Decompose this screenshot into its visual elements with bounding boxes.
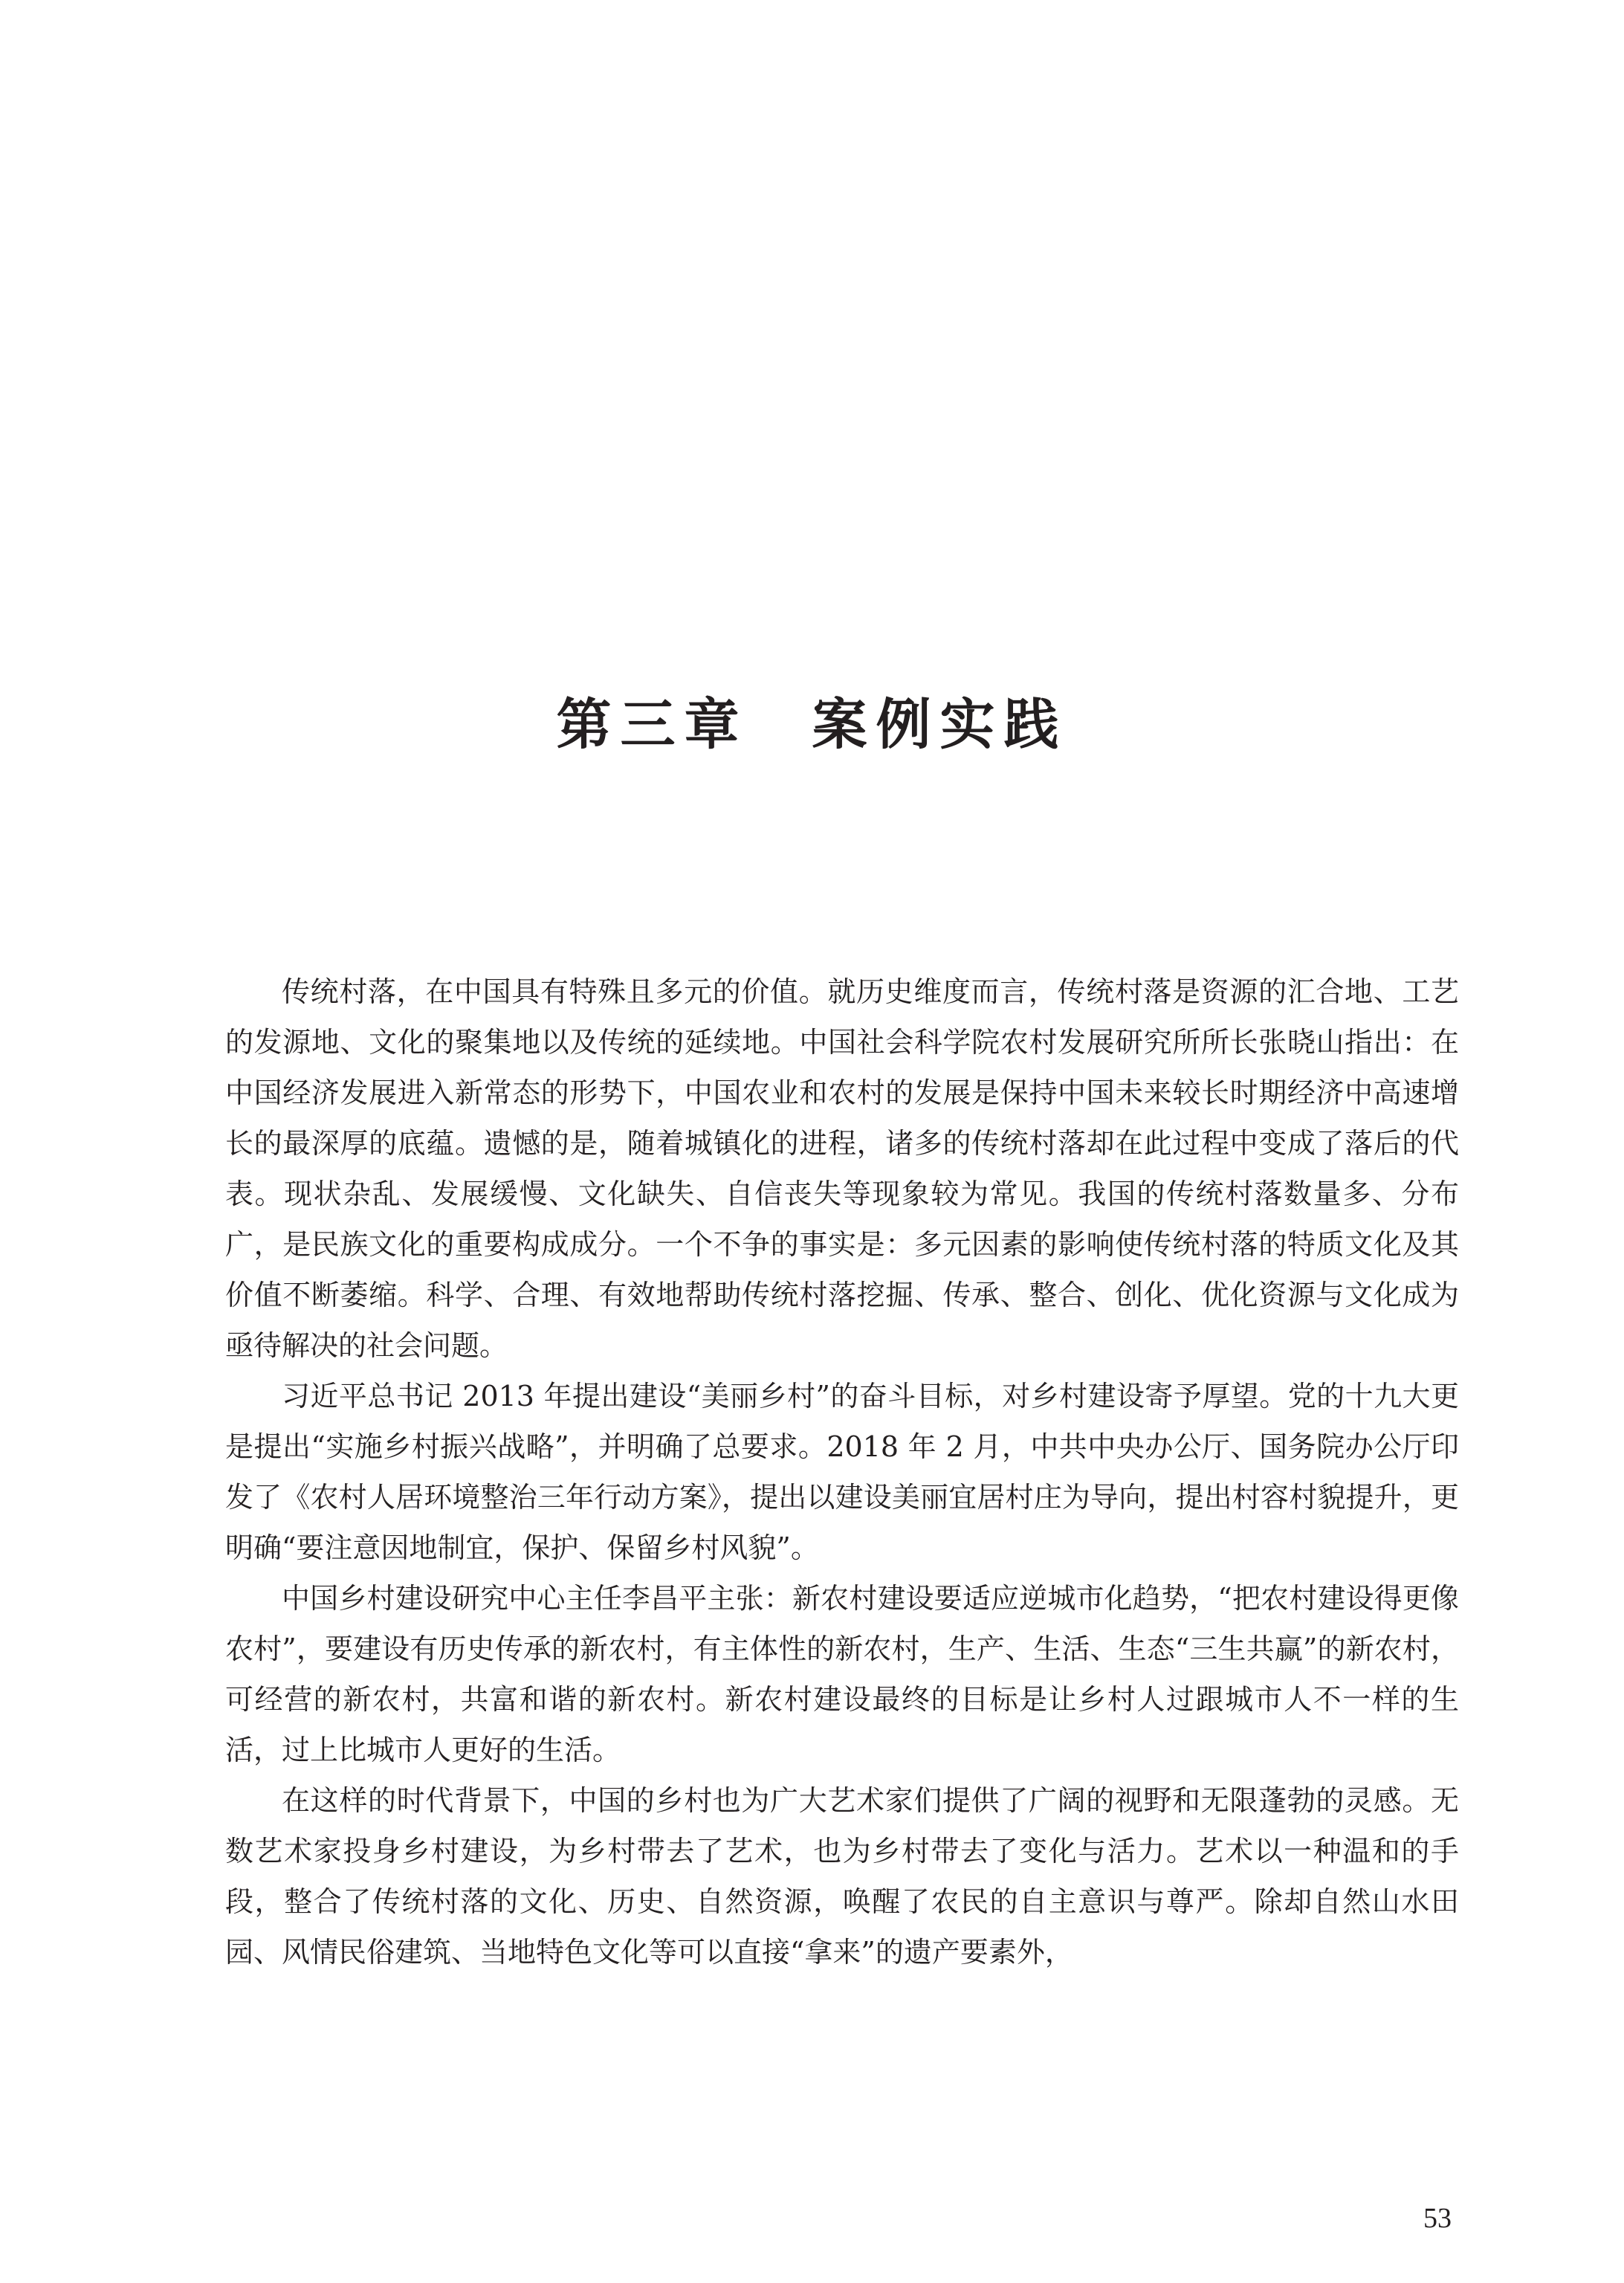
paragraph: 在这样的时代背景下，中国的乡村也为广大艺术家们提供了广阔的视野和无限蓬勃的灵感。无数艺术家投身乡村建设，为乡村带去了艺术，也为乡村带去了变化与活力。艺术以一种温和的手段，整合了传统村落的文化、历史、自然资源，唤醒了农民的自主意识与尊严。除却自然山水田园、风情民俗建筑、当地特色文化等可以直接“拿来”的遗产要素外， (225, 1784, 1459, 1969)
paragraph: 习近平总书记 2013 年提出建设“美丽乡村”的奋斗目标，对乡村建设寄予厚望。党的十九大更是提出“实施乡村振兴战略”，并明确了总要求。2018 年 2 月，中共中央办公厅、国务院办公厅印发了《农村人居环境整治三年行动方案》，提出以建设美丽宜居村庄为导向，提出村容村貌提升，更明确“要注意因地制宜，保护、保留乡村风貌”。 (225, 1380, 1459, 1564)
page-number: 53 (1423, 2203, 1452, 2234)
paragraph: 中国乡村建设研究中心主任李昌平主张：新农村建设要适应逆城市化趋势，“把农村建设得更像农村”，要建设有历史传承的新农村，有主体性的新农村，生产、生活、生态“三生共赢”的新农村，可经营的新农村，共富和谐的新农村。新农村建设最终的目标是让乡村人过跟城市人不一样的生活，过上比城市人更好的生活。 (225, 1582, 1459, 1766)
paragraph: 传统村落，在中国具有特殊且多元的价值。就历史维度而言，传统村落是资源的汇合地、工艺的发源地、文化的聚集地以及传统的延续地。中国社会科学院农村发展研究所所长张晓山指出：在中国经济发展进入新常态的形势下，中国农业和农村的发展是保持中国未来较长时期经济中高速增长的最深厚的底蕴。遗憾的是，随着城镇化的进程，诸多的传统村落却在此过程中变成了落后的代表。现状杂乱、发展缓慢、文化缺失、自信丧失等现象较为常见。我国的传统村落数量多、分布广，是民族文化的重要构成成分。一个不争的事实是：多元因素的影响使传统村落的特质文化及其价值不断萎缩。科学、合理、有效地帮助传统村落挖掘、传承、整合、创化、优化资源与文化成为亟待解决的社会问题。 (225, 975, 1459, 1362)
chapter-title: 第三章 案例实践 (556, 692, 1068, 757)
body-text (225, 966, 1459, 1977)
